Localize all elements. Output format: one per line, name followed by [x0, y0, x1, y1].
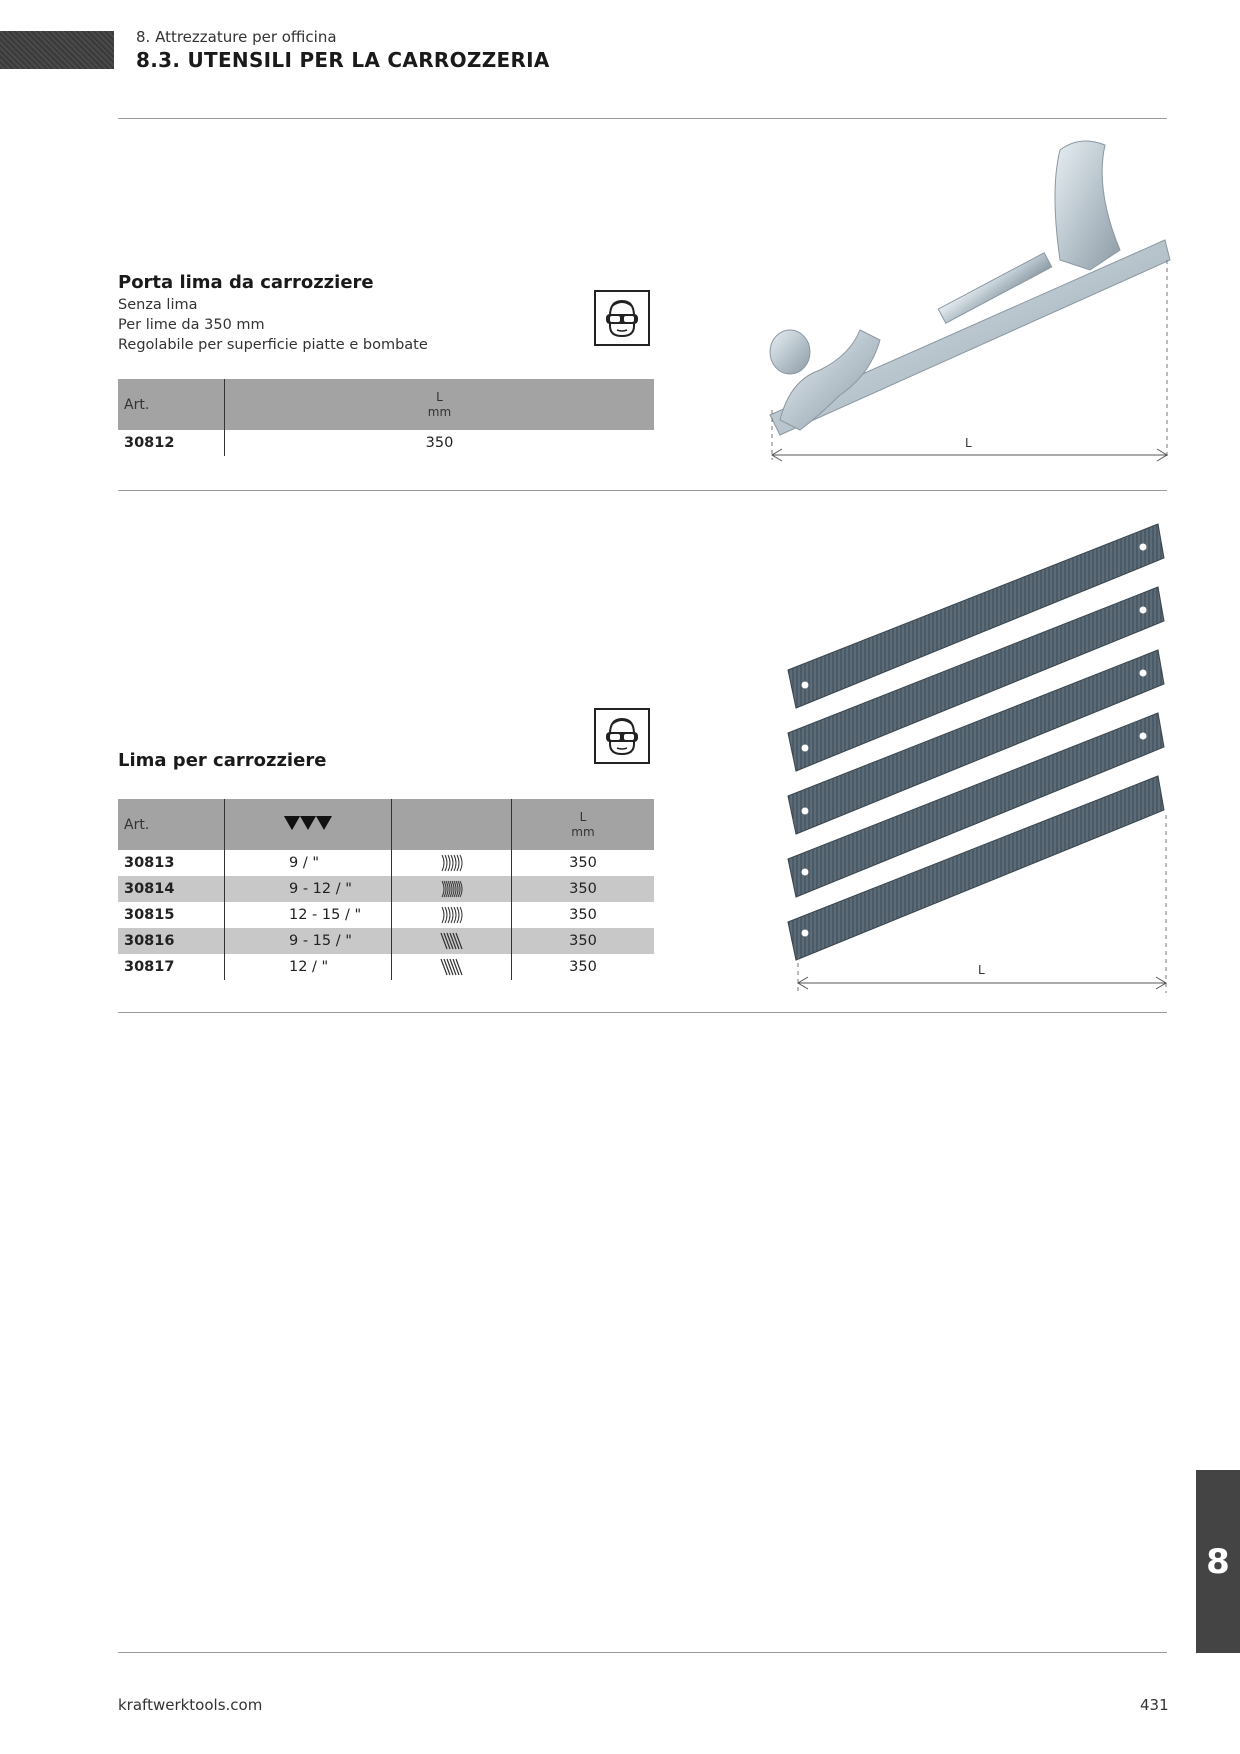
- cell-cut: [392, 876, 512, 902]
- file-holder-image: [760, 130, 1180, 470]
- page-number: 431: [1140, 1696, 1169, 1714]
- product2-spec-table: [118, 799, 654, 980]
- teeth-icon: [284, 814, 332, 832]
- table-row: [118, 876, 654, 902]
- description-line: Regolabile per superficie piatte e bombate: [118, 337, 428, 353]
- cell-cut: [392, 902, 512, 928]
- cell-cut: [392, 954, 512, 980]
- col-length-label: L: [579, 809, 587, 824]
- cell-teeth: 12 / ": [225, 954, 392, 980]
- dimension-label: L: [978, 963, 985, 977]
- curved-dense-cut-icon: [440, 880, 464, 898]
- table-row: [118, 928, 654, 954]
- col-art: Art.: [118, 379, 225, 430]
- col-cut: [392, 799, 512, 850]
- chapter-tab: 8: [1196, 1470, 1240, 1653]
- col-art: Art.: [118, 799, 225, 850]
- cell-teeth: 12 - 15 / ": [225, 902, 392, 928]
- cell-cut: [392, 928, 512, 954]
- product-title: Porta lima da carrozziere: [118, 272, 374, 293]
- table-row: [118, 954, 654, 980]
- cell-art: 30814: [118, 876, 225, 902]
- file-blades-image: [780, 515, 1180, 995]
- dimension-line: [772, 260, 1167, 461]
- divider-top: [118, 118, 1167, 119]
- cell-teeth: 9 / ": [225, 850, 392, 876]
- dimension-label: L: [965, 436, 972, 450]
- cell-art: 30815: [124, 907, 175, 923]
- product-title: Lima per carrozziere: [118, 750, 327, 771]
- col-length: [225, 379, 655, 430]
- cell-art: 30812: [124, 435, 175, 451]
- product-description: [118, 295, 428, 355]
- diagonal-cut-icon: [440, 958, 464, 976]
- cell-length: 350: [512, 928, 655, 954]
- description-line: Per lime da 350 mm: [118, 317, 265, 333]
- table-row: [118, 850, 654, 876]
- breadcrumb: 8. Attrezzature per officina: [136, 28, 337, 46]
- cell-length: 350: [512, 850, 655, 876]
- cell-length: 350: [225, 430, 655, 456]
- cell-length: 350: [512, 876, 655, 902]
- table-header-row: [118, 799, 654, 850]
- divider-middle: [118, 490, 1167, 491]
- safety-goggles-icon: [594, 290, 650, 346]
- table-row: [118, 430, 654, 456]
- curved-cut-icon: [440, 854, 464, 872]
- divider-bottom: [118, 1012, 1167, 1013]
- cell-art: 30817: [124, 959, 175, 975]
- cell-art: 30816: [118, 928, 225, 954]
- cell-art: 30813: [124, 855, 175, 871]
- table-row: [118, 902, 654, 928]
- description-line: Senza lima: [118, 297, 198, 313]
- col-length-label: L: [436, 389, 443, 404]
- cell-cut: [392, 850, 512, 876]
- cell-length: 350: [512, 954, 655, 980]
- col-length-unit: mm: [427, 404, 452, 419]
- col-length-unit: mm: [571, 824, 595, 839]
- footer-url: kraftwerktools.com: [118, 1696, 263, 1714]
- header-bar: [0, 31, 114, 69]
- cell-length: 350: [512, 902, 655, 928]
- diagonal-cut-icon: [440, 932, 464, 950]
- col-teeth: [225, 799, 392, 850]
- table-header-row: [118, 379, 654, 430]
- cell-teeth: 9 - 15 / ": [225, 928, 392, 954]
- section-title: 8.3. UTENSILI PER LA CARROZZERIA: [136, 48, 550, 72]
- divider-footer: [118, 1652, 1167, 1653]
- product1-spec-table: [118, 379, 654, 456]
- col-length: [512, 799, 655, 850]
- curved-cut-icon: [440, 906, 464, 924]
- safety-goggles-icon: [594, 708, 650, 764]
- cell-teeth: 9 - 12 / ": [225, 876, 392, 902]
